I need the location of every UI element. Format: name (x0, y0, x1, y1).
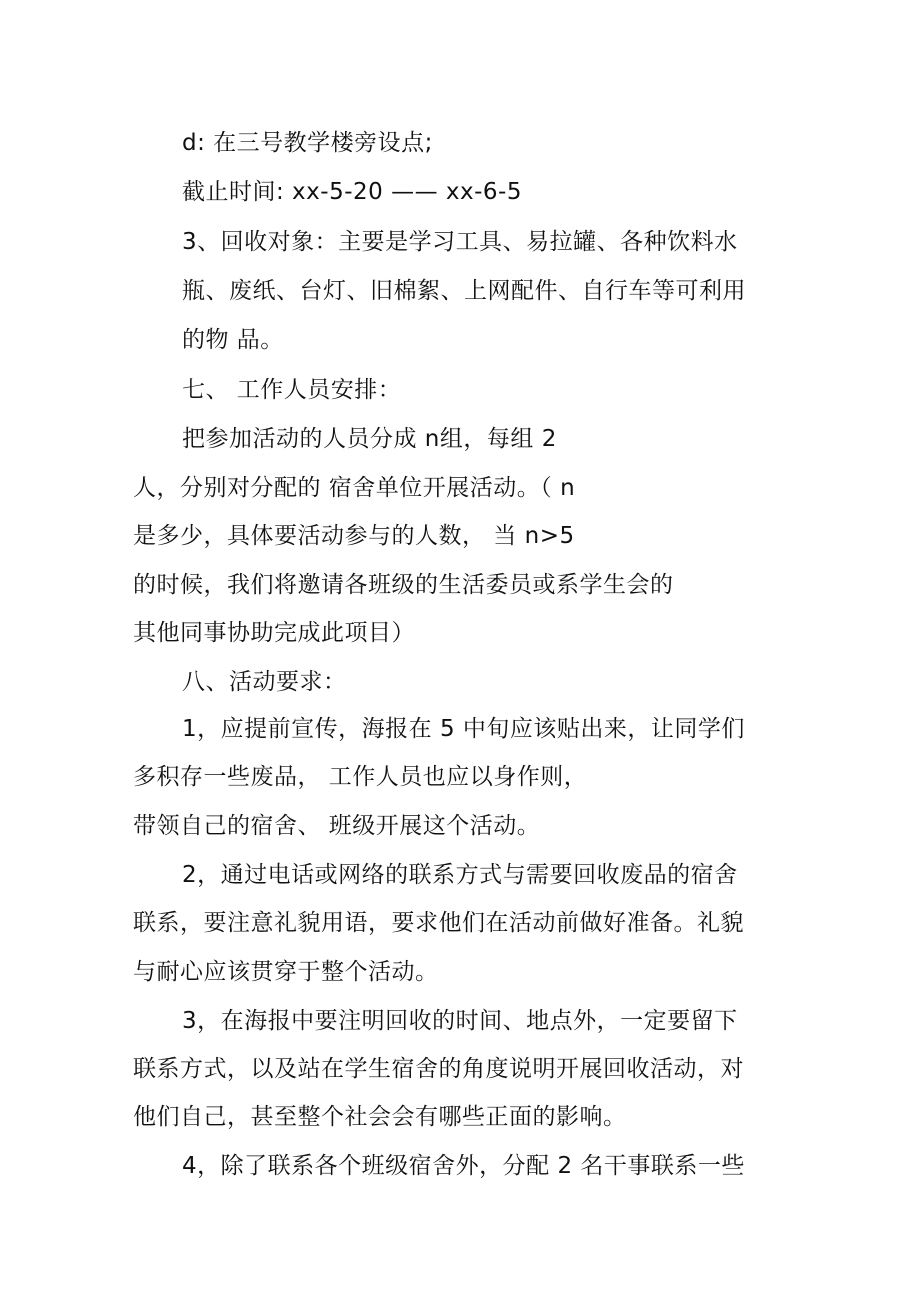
text-line: d: 在三号教学楼旁设点; (182, 130, 433, 156)
text-line: 的物 品。 (182, 327, 284, 353)
text-line: 的时候，我们将邀请各班级的生活委员或系学生会的 (133, 572, 674, 598)
text-line: 联系方式，以及站在学生宿舍的角度说明开展回收活动，对 (133, 1056, 744, 1082)
text-line: 与耐心应该贯穿于整个活动。 (133, 959, 439, 985)
text-line: 联系，要注意礼貌用语，要求他们在活动前做好准备。礼貌 (133, 910, 744, 936)
section-heading: 七、 工作人员安排： (182, 377, 402, 403)
text-line: 带领自己的宿舍、 班级开展这个活动。 (133, 813, 541, 839)
text-line: 3、回收对象：主要是学习工具、易拉罐、各种饮料水 (182, 229, 738, 255)
section-heading: 八、活动要求： (182, 669, 347, 695)
text-line: 瓶、废纸、台灯、旧棉絮、上网配件、自行车等可利用 (182, 278, 746, 304)
text-line: 人，分别对分配的 宿舍单位开展活动。（ n (133, 475, 576, 501)
text-line: 4，除了联系各个班级宿舍外，分配 2 名干事联系一些 (182, 1153, 745, 1179)
text-line: 3，在海报中要注明回收的时间、地点外，一定要留下 (182, 1008, 738, 1034)
text-line: 2，通过电话或网络的联系方式与需要回收废品的宿舍 (182, 862, 738, 888)
text-line: 他们自己，甚至整个社会会有哪些正面的影响。 (133, 1104, 627, 1130)
text-line: 把参加活动的人员分成 n组，每组 2 (182, 426, 557, 452)
text-line: 多积存一些废品， 工作人员也应以身作则， (133, 764, 588, 790)
text-line: 是多少，具体要活动参与的人数， 当 n>5 (133, 523, 575, 549)
text-line: 截止时间: xx-5-20 —— xx-6-5 (182, 179, 522, 205)
text-line: 其他同事协助完成此项目） (133, 620, 415, 646)
text-line: 1，应提前宣传，海报在 5 中旬应该贴出来，让同学们 (182, 716, 745, 742)
